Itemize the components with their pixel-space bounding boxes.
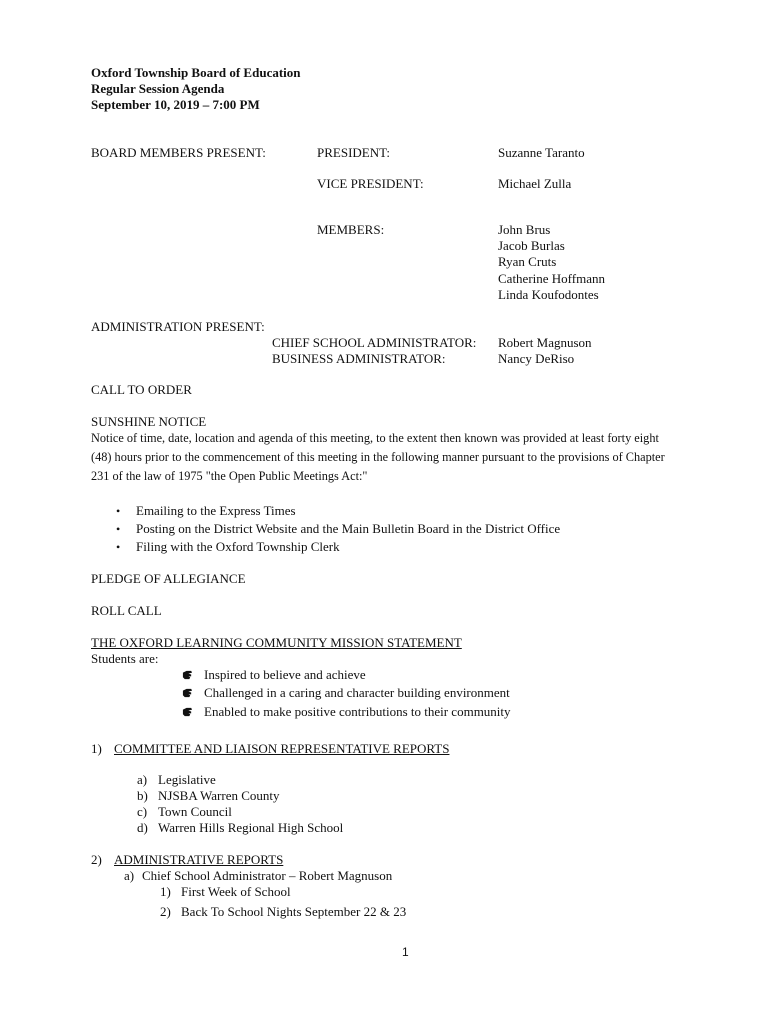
member-name: Catherine Hoffmann xyxy=(498,271,605,286)
board-members-label: BOARD MEMBERS PRESENT: xyxy=(91,145,266,160)
report-item: Warren Hills Regional High School xyxy=(158,820,344,835)
page-number: 1 xyxy=(402,945,409,959)
ba-name: Nancy DeRiso xyxy=(498,351,575,366)
report-subitem: Chief School Administrator – Robert Magnuson xyxy=(142,868,393,883)
member-name: John Brus xyxy=(498,222,551,237)
mission-item: Challenged in a caring and character building environment xyxy=(204,685,510,700)
bullet-icon: • xyxy=(116,522,121,536)
section-number: 2) xyxy=(91,852,102,867)
mission-item: Inspired to believe and achieve xyxy=(204,667,366,682)
mission-title: THE OXFORD LEARNING COMMUNITY MISSION STATEMENT xyxy=(91,635,462,650)
ba-label: BUSINESS ADMINISTRATOR: xyxy=(272,351,446,366)
report-item: Legislative xyxy=(158,772,216,787)
csa-name: Robert Magnuson xyxy=(498,335,592,350)
vice-president-name: Michael Zulla xyxy=(498,176,572,191)
bullet-icon: • xyxy=(116,540,121,554)
vice-president-label: VICE PRESIDENT: xyxy=(317,176,424,191)
bullet-icon: • xyxy=(116,504,121,518)
item-letter: b) xyxy=(137,788,148,803)
item-letter: a) xyxy=(124,868,135,883)
csa-label: CHIEF SCHOOL ADMINISTRATOR: xyxy=(272,335,477,350)
pointing-hand-icon xyxy=(182,669,193,680)
member-name: Ryan Cruts xyxy=(498,254,557,269)
report-item: Town Council xyxy=(158,804,232,819)
section-number: 1) xyxy=(91,741,102,756)
pointing-hand-icon xyxy=(182,706,193,717)
document-title: Oxford Township Board of Education xyxy=(91,65,301,80)
item-number: 2) xyxy=(160,904,171,919)
section-title: ADMINISTRATIVE REPORTS xyxy=(114,852,284,867)
agenda-type: Regular Session Agenda xyxy=(91,81,225,96)
pointing-hand-icon xyxy=(182,687,193,698)
pledge-of-allegiance: PLEDGE OF ALLEGIANCE xyxy=(91,571,246,586)
sunshine-text-line: Notice of time, date, location and agenda of this meeting, to the extent then known was provided at least forty eight xyxy=(91,431,659,445)
section-title: COMMITTEE AND LIAISON REPRESENTATIVE REPORTS xyxy=(114,741,450,756)
notice-method: Emailing to the Express Times xyxy=(136,503,296,518)
members-label: MEMBERS: xyxy=(317,222,385,237)
mission-item: Enabled to make positive contributions to their community xyxy=(204,704,511,719)
item-number: 1) xyxy=(160,884,171,899)
call-to-order: CALL TO ORDER xyxy=(91,382,192,397)
sunshine-text-line: (48) hours prior to the commencement of this meeting in the following manner pursuant to the provisions of Chapter xyxy=(91,450,665,464)
administration-label: ADMINISTRATION PRESENT: xyxy=(91,319,265,334)
president-name: Suzanne Taranto xyxy=(498,145,585,160)
sunshine-title: SUNSHINE NOTICE xyxy=(91,414,207,429)
mission-intro: Students are: xyxy=(91,651,159,666)
roll-call: ROLL CALL xyxy=(91,603,162,618)
report-item: First Week of School xyxy=(181,884,291,899)
item-letter: a) xyxy=(137,772,148,787)
member-name: Linda Koufodontes xyxy=(498,287,599,302)
item-letter: c) xyxy=(137,804,148,819)
sunshine-text-line: 231 of the law of 1975 "the Open Public Meetings Act:" xyxy=(91,469,368,483)
report-item: NJSBA Warren County xyxy=(158,788,280,803)
meeting-date: September 10, 2019 – 7:00 PM xyxy=(91,97,260,112)
member-name: Jacob Burlas xyxy=(498,238,565,253)
report-item: Back To School Nights September 22 & 23 xyxy=(181,904,407,919)
president-label: PRESIDENT: xyxy=(317,145,391,160)
item-letter: d) xyxy=(137,820,148,835)
notice-method: Filing with the Oxford Township Clerk xyxy=(136,539,340,554)
notice-method: Posting on the District Website and the Main Bulletin Board in the District Office xyxy=(136,521,561,536)
